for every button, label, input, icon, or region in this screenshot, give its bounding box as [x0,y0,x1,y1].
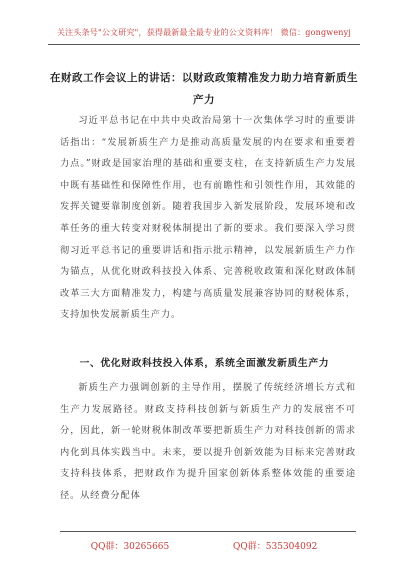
footer-divider [60,531,356,532]
footer-qq-right: QQ群：535304092 [233,542,318,552]
section-1-heading: 一、优化财政科技投入体系，系统全面激发新质生产力 [79,358,330,369]
header-note: 关注头条号"公文研究"，获得最新最全最专业的公文资料库！ 微信：gongwenyj [56,28,352,37]
footer [0,539,408,552]
paragraph-1: 习近平总书记在中共中央政治局第十一次集体学习时的重要讲话指出：“发展新质生产力是推动高质量发展的内在要求和重要着力点。”财政是国家治理的基础和重要支柱，在支持新质生产力发展中既有基础性和保障性作用，也有前瞻性和引领性作用，其效能的发挥关键要靠制度创新。随着我国步入新发展阶段，发展环境和改革任务的重大转变对财税体制提出了新的要求。我们要深入学习贯彻习近平总书记的重要讲话和指示批示精神，以发展新质生产力作为锚点，从优化财政科技投入体系、完善税收政策和深化财政体制改革三大方面精准发力，构建与高质量发展兼容协同的财税体系，支持加快发展新质生产力。 [60,115,356,321]
paragraph-2: 新质生产力强调创新的主导作用，摆脱了传统经济增长方式和生产力发展路径。财政支持科技创新与新质生产力的发展密不可分，因此，新一轮财税体制改革要把新质生产力对科技创新的需求内化到具体实践当中。未来，要以提升创新效能为目标来完善财政支持科技体系，把财政作为提升国家创新体系整体效能的重要途径。从经费分配体 [60,382,356,501]
document-title: 在财政工作会议上的讲话：以财政政策精准发力助力培育新质生产力 [50,72,358,106]
footer-qq-left: QQ群：30265665 [90,542,170,552]
header-divider [48,44,360,45]
